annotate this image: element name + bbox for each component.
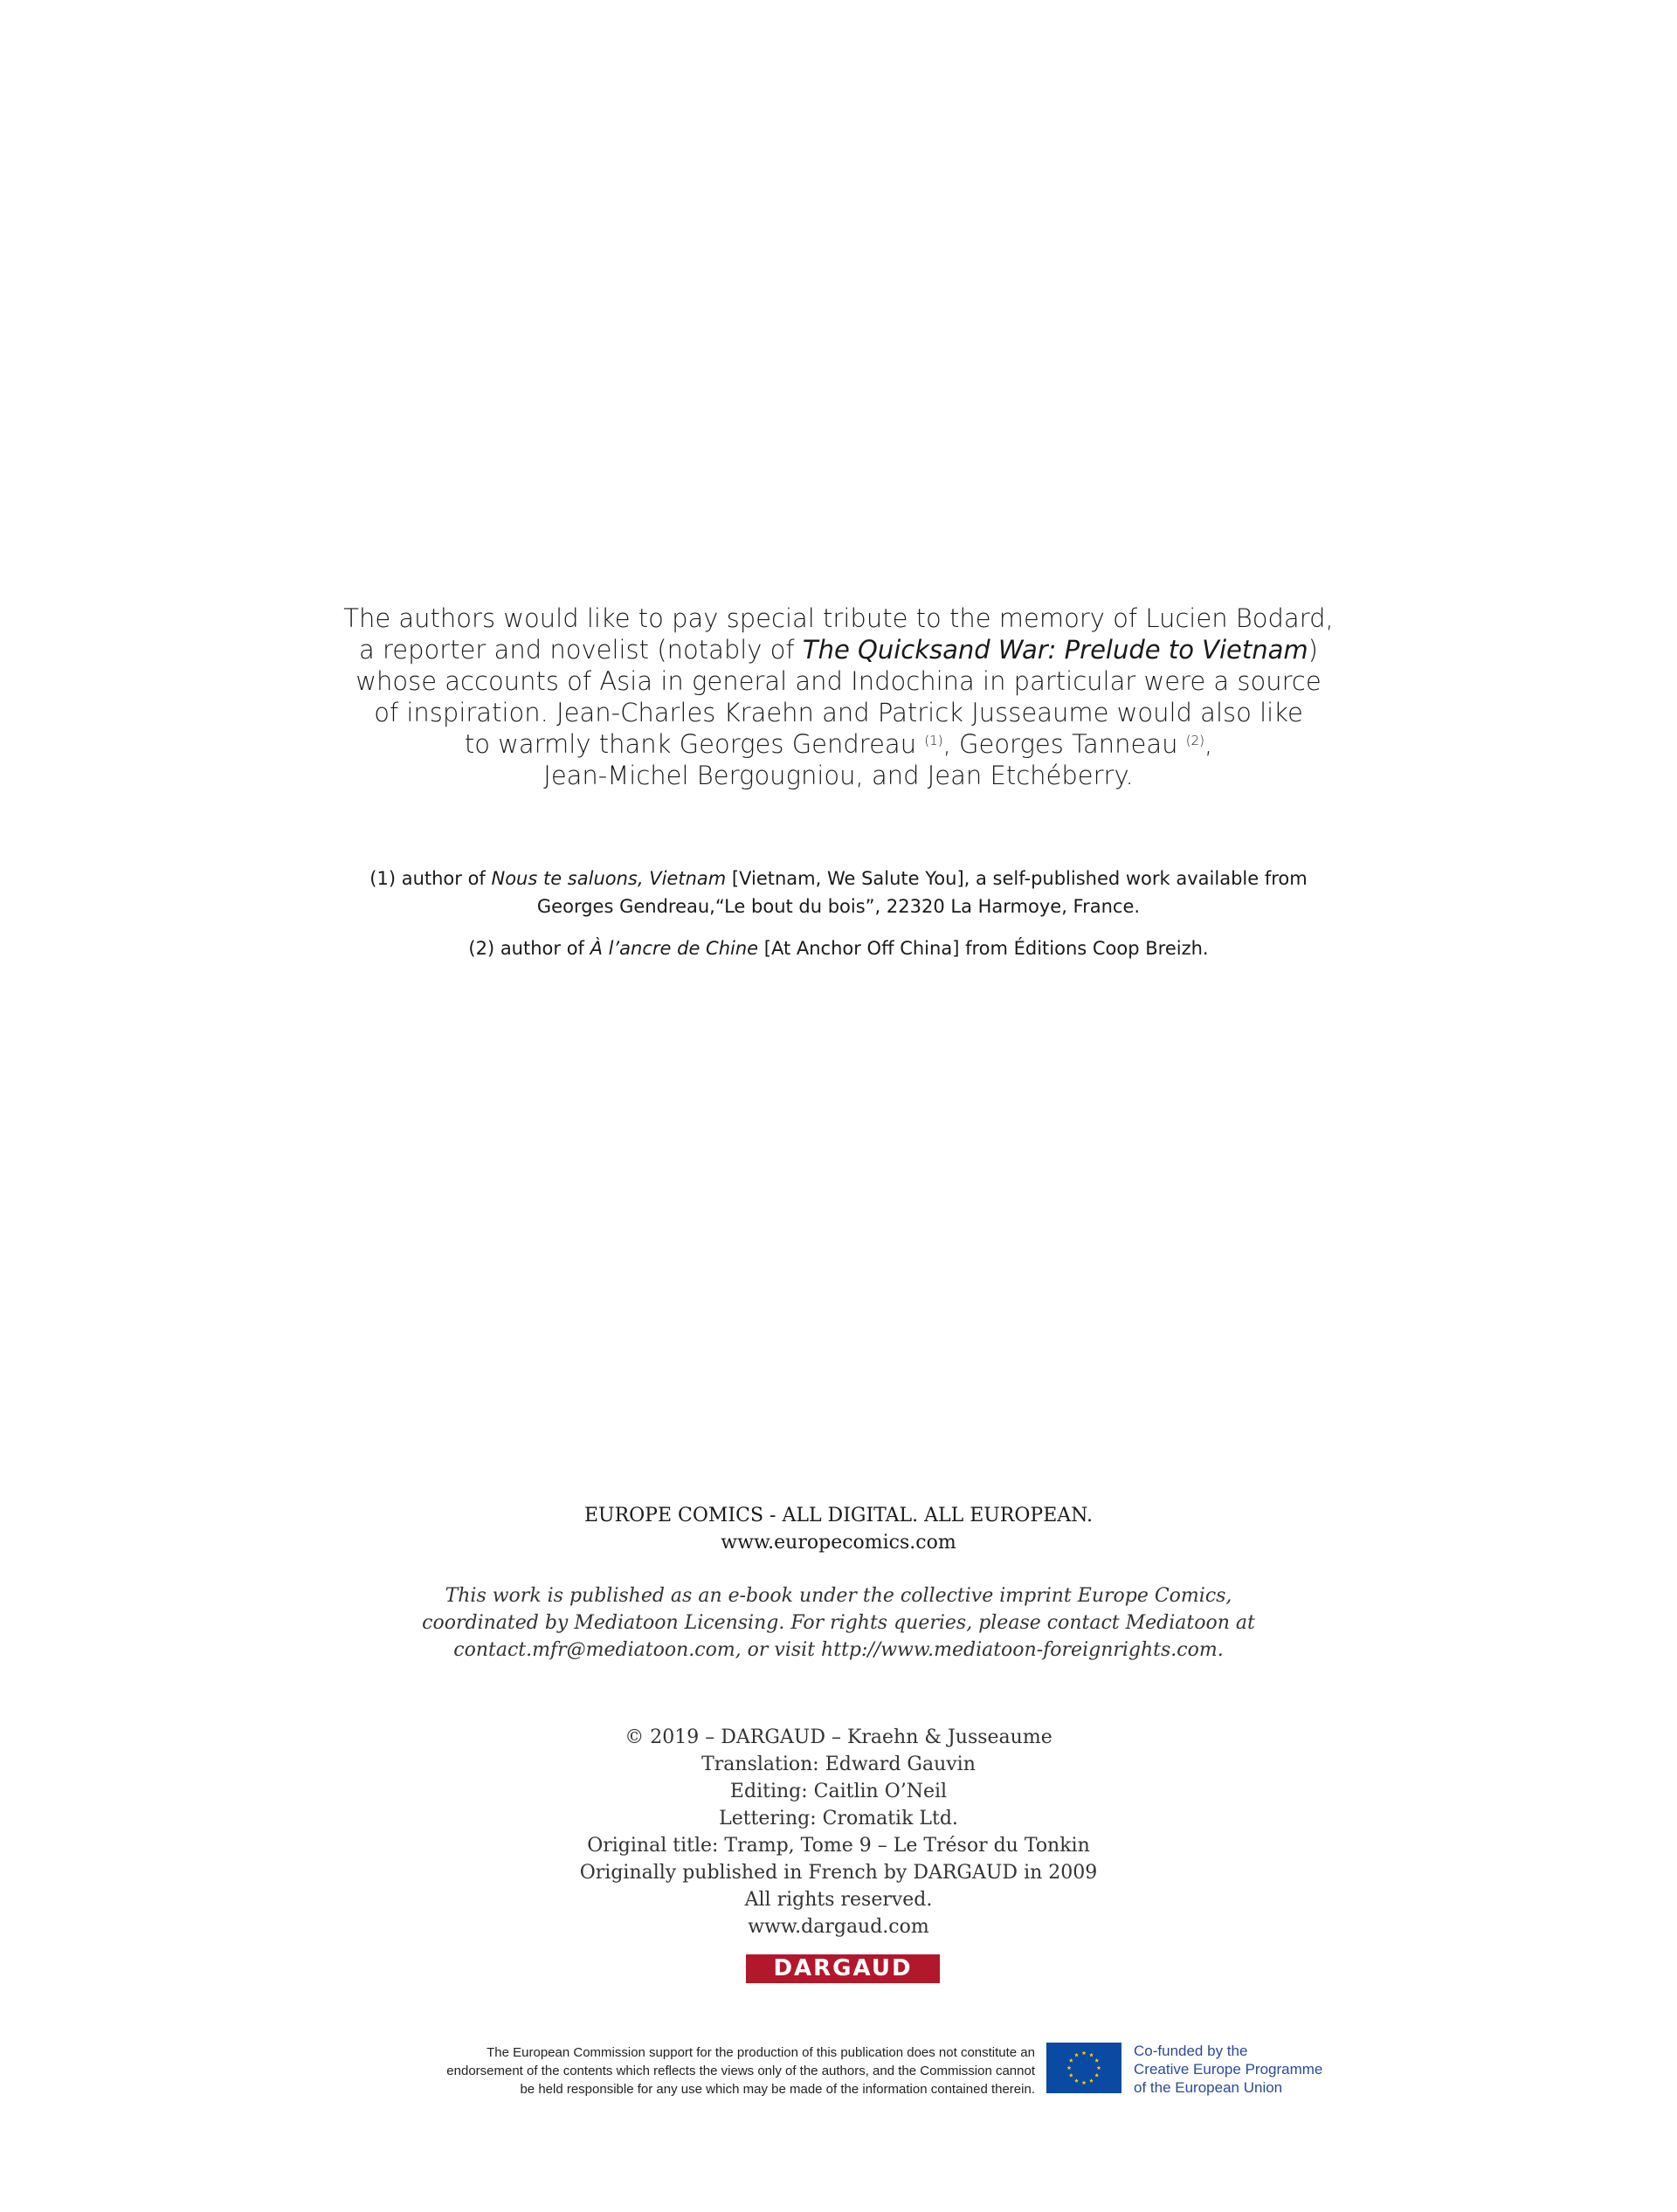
disclaimer-line-3: be held responsible for any use which may be made of the information contained therein. <box>520 2082 1035 2097</box>
dargaud-url: www.dargaud.com <box>748 1916 929 1938</box>
dargaud-logo: DARGAUD <box>746 1954 940 1983</box>
cofund-line-3: of the European Union <box>1134 2079 1283 2096</box>
eu-star-icon <box>1074 2053 1079 2057</box>
eu-star-icon <box>1082 2050 1087 2055</box>
eu-disclaimer <box>249 2043 1035 2098</box>
footnote-ref-2: (2) <box>1185 733 1204 748</box>
eu-star-icon <box>1097 2065 1101 2070</box>
lettering-line: Lettering: Cromatik Ltd. <box>719 1808 958 1830</box>
footnote-1-pre: (1) author of <box>369 868 492 889</box>
eu-star-icon <box>1082 2080 1087 2085</box>
footnote-1-line-2: Georges Gendreau,“Le bout du bois”, 22320 La Harmoye, France. <box>536 896 1141 917</box>
europe-comics-tagline: EUROPE COMICS - ALL DIGITAL. ALL EUROPEAN. <box>583 1505 1093 1526</box>
tribute-line-5-pre: to warmly thank Georges Gendreau <box>464 729 925 759</box>
publication-note <box>0 1582 1677 1664</box>
publication-note-line-2: coordinated by Mediatoon Licensing. For rights queries, please contact Mediatoon at <box>422 1612 1255 1634</box>
footnote-1-title: Nous te saluons, Vietnam <box>491 868 727 889</box>
original-title-line: Original title: Tramp, Tome 9 – Le Trésor du Tonkin <box>587 1835 1090 1857</box>
publication-note-line-3: contact.mfr@mediatoon.com, or visit http://www.mediatoon-foreignrights.com. <box>453 1639 1224 1661</box>
footnote-2-title: À l’ancre de Chine <box>590 938 759 959</box>
tribute-line-3: whose accounts of Asia in general and Indochina in particular were a source <box>355 666 1322 696</box>
tribute-line-6: Jean-Michel Bergougniou, and Jean Etchéberry. <box>543 761 1134 790</box>
eu-star-icon <box>1069 2073 1073 2078</box>
eu-flag-icon <box>1046 2043 1121 2093</box>
europe-comics-url: www.europecomics.com <box>721 1532 956 1554</box>
originally-published-line: Originally published in French by DARGAUD in 2009 <box>579 1862 1098 1884</box>
footnote-1-line-1 <box>0 865 1677 892</box>
disclaimer-line-2: endorsement of the contents which reflects the views only of the authors, and the Commission cannot <box>446 2064 1035 2078</box>
eu-star-icon <box>1089 2078 1094 2083</box>
cofund-line-1: Co-funded by the <box>1134 2043 1248 2059</box>
eu-star-icon <box>1069 2058 1073 2063</box>
cofunded-label <box>1134 2042 1322 2097</box>
footnotes <box>0 865 1677 962</box>
credits-block <box>0 1724 1677 1940</box>
editing-line: Editing: Caitlin O’Neil <box>729 1781 948 1802</box>
europe-comics-block <box>0 1502 1677 1556</box>
tribute-paragraph <box>0 603 1677 791</box>
footnote-1-post: [Vietnam, We Salute You], a self-published work available from <box>726 868 1308 889</box>
cofund-line-2: Creative Europe Programme <box>1134 2061 1323 2078</box>
tribute-line-1: The authors would like to pay special tribute to the memory of Lucien Bodard, <box>343 603 1334 633</box>
tribute-line-2-post: ) <box>1308 635 1318 665</box>
eu-stars <box>1046 2043 1121 2093</box>
translation-line: Translation: Edward Gauvin <box>701 1754 976 1775</box>
eu-star-icon <box>1074 2078 1079 2083</box>
eu-star-icon <box>1094 2058 1099 2063</box>
tribute-line-2-pre: a reporter and novelist (notably of <box>359 635 803 665</box>
copyright-line: © 2019 – DARGAUD – Kraehn & Jusseaume <box>625 1726 1052 1748</box>
tribute-line-5-post: , <box>1204 729 1213 759</box>
footnote-2 <box>0 934 1677 962</box>
footnote-2-pre: (2) author of <box>468 938 590 959</box>
eu-star-icon <box>1089 2053 1094 2057</box>
tribute-line-2 <box>0 634 1677 665</box>
eu-star-icon <box>1067 2065 1072 2070</box>
rights-line: All rights reserved. <box>744 1889 933 1911</box>
tribute-line-5 <box>0 728 1677 760</box>
tribute-line-4: of inspiration. Jean-Charles Kraehn and Patrick Jusseaume would also like <box>374 698 1303 727</box>
footnote-2-post: [At Anchor Off China] from Éditions Coop Breizh. <box>758 938 1209 959</box>
publication-note-line-1: This work is published as an e-book under the collective imprint Europe Comics, <box>445 1585 1232 1607</box>
quicksand-war-title: The Quicksand War: Prelude to Vietnam <box>802 635 1308 665</box>
disclaimer-line-1: The European Commission support for the production of this publication does not constitute an <box>487 2045 1035 2060</box>
eu-star-icon <box>1094 2073 1099 2078</box>
tribute-line-5-mid: , Georges Tanneau <box>942 729 1186 759</box>
footnote-ref-1: (1) <box>924 733 943 748</box>
